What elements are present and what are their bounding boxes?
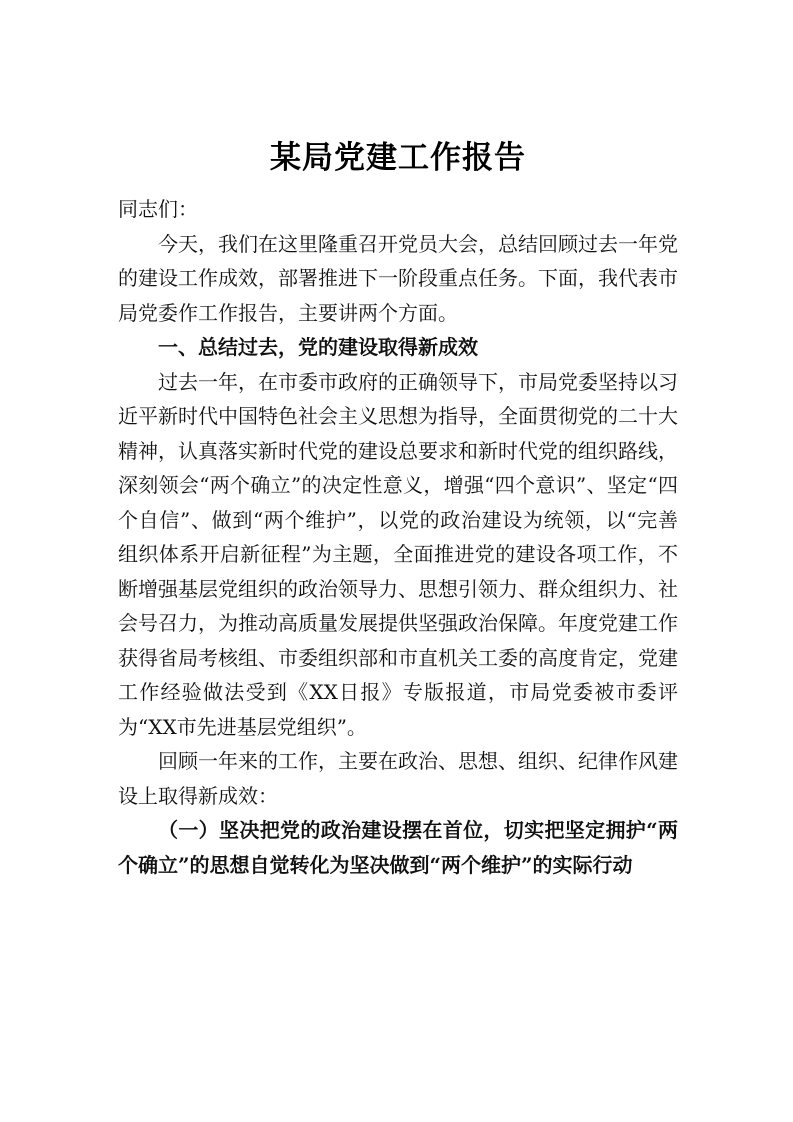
document-body [118,128,678,882]
intro-paragraph: 今天，我们在这里隆重召开党员大会，总结回顾过去一年党的建设工作成效，部署推进下一阶段重点任务。下面，我代表市局党委作工作报告，主要讲两个方面。 [118,231,678,325]
review-paragraph: 回顾一年来的工作，主要在政治、思想、组织、纪律作风建设上取得新成效： [118,749,678,808]
section-body-paragraph: 过去一年，在市委市政府的正确领导下，市局党委坚持以习近平新时代中国特色社会主义思想为指导，全面贯彻党的二十大精神，认真落实新时代党的建设总要求和新时代党的组织路线，深刻领会“两个确立”的决定性意义，增强“四个意识”、坚定“四个自信”、做到“两个维护”，以党的政治建设为统领，以“完善组织体系开启新征程”为主题，全面推进党的建设各项工作，不断增强基层党组织的政治领导力、思想引领力、群众组织力、社会号召力，为推动高质量发展提供坚强政治保障。年度党建工作获得省局考核组、市委组织部和市直机关工委的高度肯定，党建工作经验做法受到《XX日报》专版报道，市局党委被市委评为“XX市先进基层党组织”。 [118,369,678,739]
salutation: 同志们： [118,197,198,221]
page-title: 某局党建工作报告 [270,140,526,176]
subsection-heading: （一）坚决把党的政治建设摆在首位，切实把坚定拥护“两个确立”的思想自觉转化为坚决做到“两个维护”的实际行动 [118,818,678,877]
section-heading: 一、总结过去，党的建设取得新成效 [158,335,478,359]
